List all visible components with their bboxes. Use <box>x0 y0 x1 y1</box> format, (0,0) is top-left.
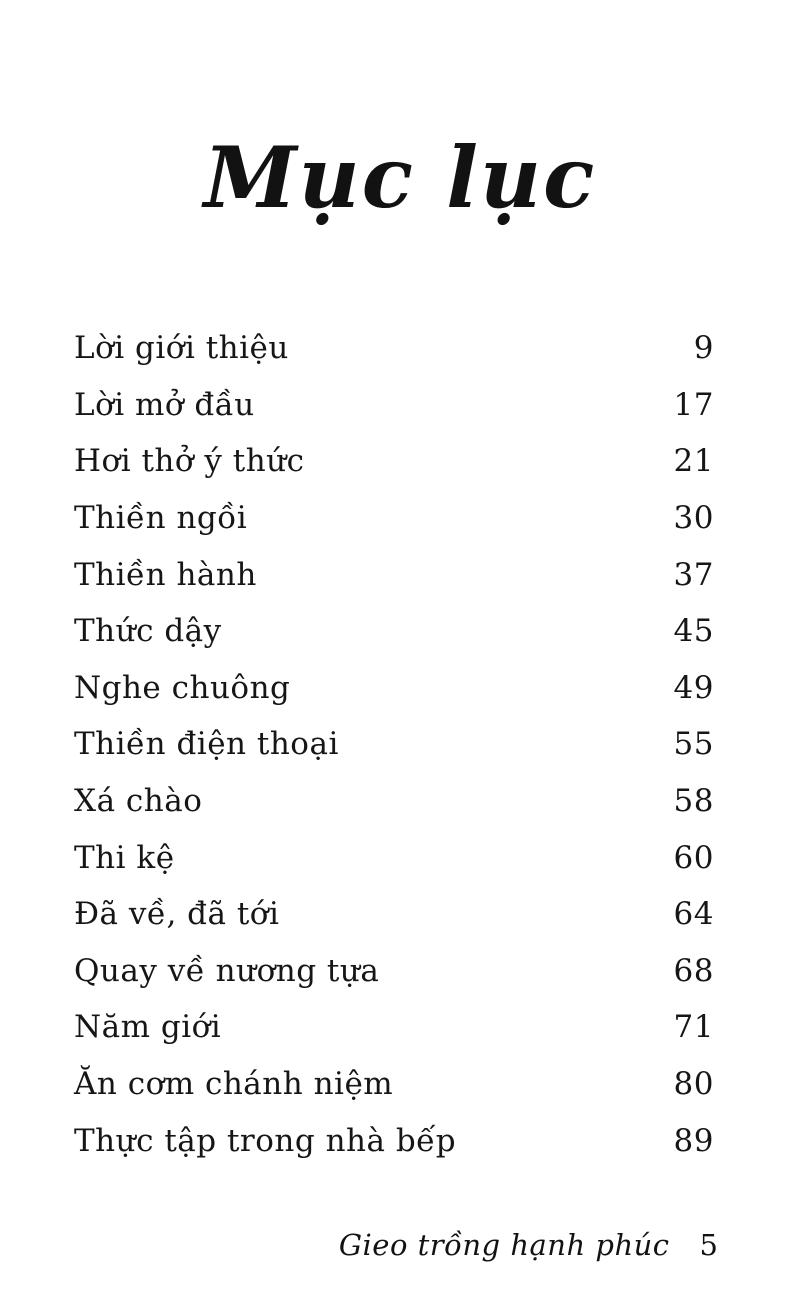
toc-entry <box>74 433 714 490</box>
toc-entry <box>74 660 714 717</box>
toc-entry-page: 58 <box>673 783 714 820</box>
toc-entry-page: 30 <box>673 500 714 537</box>
toc-entry <box>74 773 714 830</box>
toc-entry-page: 80 <box>673 1066 714 1103</box>
toc-entry <box>74 377 714 434</box>
footer-page-number: 5 <box>699 1228 718 1262</box>
toc-entry-label: Thiền ngồi <box>74 500 248 537</box>
toc-entry-label: Quay về nương tựa <box>74 952 380 989</box>
toc-entry-page: 68 <box>673 952 714 989</box>
toc-entry <box>74 1112 714 1169</box>
toc-entry-page: 21 <box>673 443 714 480</box>
toc-entry <box>74 999 714 1056</box>
toc-entry <box>74 320 714 377</box>
toc-entry-label: Thiền điện thoại <box>74 726 339 763</box>
toc-entry <box>74 716 714 773</box>
toc-entry-label: Lời giới thiệu <box>74 330 289 367</box>
toc-entry <box>74 1056 714 1113</box>
toc-entry-page: 49 <box>673 669 714 706</box>
toc-entry-page: 60 <box>673 839 714 876</box>
toc-entry-label: Thức dậy <box>74 613 222 650</box>
toc-entry <box>74 829 714 886</box>
footer-book-title: Gieo trồng hạnh phúc <box>338 1228 670 1262</box>
toc-entry-label: Thi kệ <box>74 839 175 876</box>
toc-entry-label: Ăn cơm chánh niệm <box>74 1066 394 1103</box>
toc-entry-label: Lời mở đầu <box>74 386 255 423</box>
page-footer <box>339 1228 718 1262</box>
toc-entry-label: Đã về, đã tới <box>74 896 280 933</box>
toc-entry <box>74 546 714 603</box>
toc-entry-label: Thiền hành <box>74 556 257 593</box>
toc-entry-page: 64 <box>673 896 714 933</box>
toc-entry <box>74 886 714 943</box>
toc-entry-label: Năm giới <box>74 1009 222 1046</box>
table-of-contents <box>74 320 714 1169</box>
toc-entry <box>74 603 714 660</box>
toc-entry-label: Xá chào <box>74 783 203 820</box>
toc-entry-page: 37 <box>673 556 714 593</box>
toc-entry-page: 17 <box>673 386 714 423</box>
toc-entry-label: Thực tập trong nhà bếp <box>74 1122 457 1159</box>
toc-entry-page: 45 <box>673 613 714 650</box>
toc-entry-label: Nghe chuông <box>74 669 291 706</box>
page-title: Mục lục <box>203 128 597 227</box>
toc-entry <box>74 943 714 1000</box>
toc-entry-label: Hơi thở ý thức <box>74 443 305 480</box>
toc-entry-page: 71 <box>673 1009 714 1046</box>
toc-entry <box>74 490 714 547</box>
toc-entry-page: 9 <box>693 330 714 367</box>
toc-entry-page: 89 <box>673 1122 714 1159</box>
toc-entry-page: 55 <box>673 726 714 763</box>
